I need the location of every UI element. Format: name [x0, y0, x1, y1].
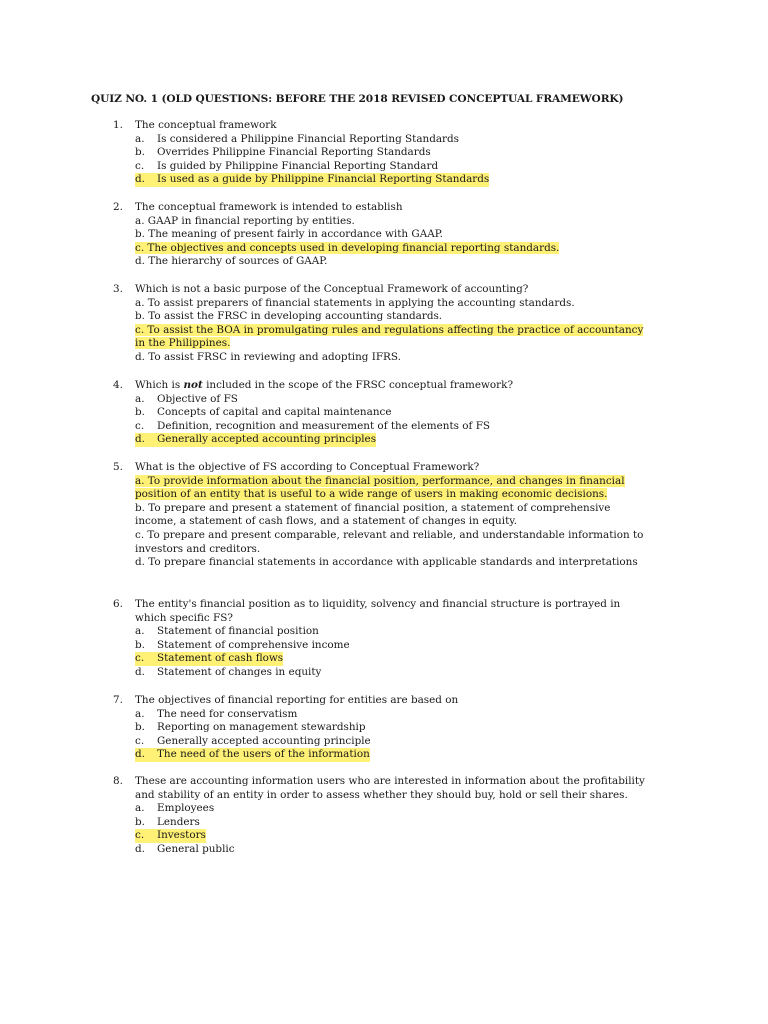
option-b: b. Statement of comprehensive income [135, 638, 350, 651]
option-d: d. To prepare financial statements in accordance with applicable standards and interpretations [135, 556, 638, 569]
option-b: b. To prepare and present a statement of financial position, a statement of comprehensive [135, 501, 611, 514]
question-number: 7. [113, 694, 123, 706]
question-text: What is the objective of FS according to Conceptual Framework? [135, 461, 480, 473]
question-text-cont: which specific FS? [135, 611, 233, 624]
question-text: The conceptual framework is intended to establish [135, 201, 403, 213]
question-text: The objectives of financial reporting for entities are based on [135, 694, 459, 706]
question-number: 8. [113, 775, 123, 787]
option-d: d. General public [135, 842, 235, 855]
option-c-cont: investors and creditors. [135, 542, 261, 555]
option-c: c. Generally accepted accounting principle [135, 734, 371, 747]
option-a: a. Is considered a Philippine Financial Reporting Standards [135, 132, 459, 145]
emphasis-not: not [183, 379, 203, 391]
option-c: c. To prepare and present comparable, relevant and reliable, and understandable information to [135, 528, 644, 541]
option-c-answer: c. Statement of cash flows [135, 652, 284, 665]
question-text-cont: and stability of an entity in order to assess whether they should buy, hold or sell their shares. [135, 788, 628, 801]
question-8 [113, 775, 683, 857]
option-b-cont: income, a statement of cash flows, and a statement of changes in equity. [135, 515, 518, 528]
question-7 [113, 694, 683, 762]
option-c-answer: c. The objectives and concepts used in developing financial reporting standards. [135, 241, 560, 254]
question-text: The conceptual framework [135, 119, 277, 131]
question-5 [113, 461, 683, 570]
option-b: b. Lenders [135, 815, 200, 828]
option-b: b. To assist the FRSC in developing accounting standards. [135, 310, 443, 323]
question-2 [113, 201, 683, 269]
option-c-answer: c. To assist the BOA in promulgating rules and regulations affecting the practice of accountancy [135, 323, 644, 336]
question-number: 1. [113, 119, 123, 131]
option-d-answer: d. Generally accepted accounting principles [135, 433, 377, 446]
question-number: 3. [113, 283, 123, 295]
option-b: b. Overrides Philippine Financial Reporting Standards [135, 146, 431, 159]
question-number: 4. [113, 379, 123, 391]
option-d: d. The hierarchy of sources of GAAP. [135, 255, 328, 268]
question-number: 2. [113, 201, 123, 213]
option-b: b. The meaning of present fairly in accordance with GAAP. [135, 228, 443, 241]
option-c: c. Definition, recognition and measurement of the elements of FS [135, 419, 491, 432]
option-d-answer: d. Is used as a guide by Philippine Financial Reporting Standards [135, 173, 490, 186]
question-text: These are accounting information users who are interested in information about the profitability [135, 775, 645, 787]
option-a: a. Statement of financial position [135, 625, 319, 638]
option-a-answer: a. To provide information about the financial position, performance, and changes in financial [135, 474, 625, 487]
option-a-answer-cont: position of an entity that is useful to a wide range of users in making economic decisions. [135, 488, 608, 501]
option-a: a. The need for conservatism [135, 707, 298, 720]
option-d: d. To assist FRSC in reviewing and adopting IFRS. [135, 350, 401, 363]
option-c: c. Is guided by Philippine Financial Reporting Standard [135, 159, 439, 172]
option-b: b. Concepts of capital and capital maintenance [135, 406, 392, 419]
question-number: 6. [113, 598, 123, 610]
question-text: Which is not included in the scope of the FRSC conceptual framework? [135, 379, 514, 391]
option-d: d. Statement of changes in equity [135, 665, 322, 678]
option-c-answer: c. Investors [135, 829, 206, 842]
option-d-answer: d. The need of the users of the information [135, 748, 370, 761]
option-a: a. Objective of FS [135, 392, 238, 405]
question-1 [113, 119, 683, 187]
question-text: The entity's financial position as to liquidity, solvency and financial structure is portrayed in [135, 598, 621, 610]
option-b: b. Reporting on management stewardship [135, 721, 366, 734]
question-3 [113, 283, 683, 365]
question-4 [113, 379, 683, 447]
question-number: 5. [113, 461, 123, 473]
question-text: Which is not a basic purpose of the Conceptual Framework of accounting? [135, 283, 529, 295]
question-6 [113, 598, 683, 680]
option-a: a. GAAP in financial reporting by entities. [135, 214, 355, 227]
option-a: a. Employees [135, 802, 215, 815]
option-c-answer-cont: in the Philippines. [135, 337, 231, 350]
option-a: a. To assist preparers of financial statements in applying the accounting standards. [135, 296, 575, 309]
quiz-title: QUIZ NO. 1 (OLD QUESTIONS: BEFORE THE 2018 REVISED CONCEPTUAL FRAMEWORK) [91, 93, 624, 105]
